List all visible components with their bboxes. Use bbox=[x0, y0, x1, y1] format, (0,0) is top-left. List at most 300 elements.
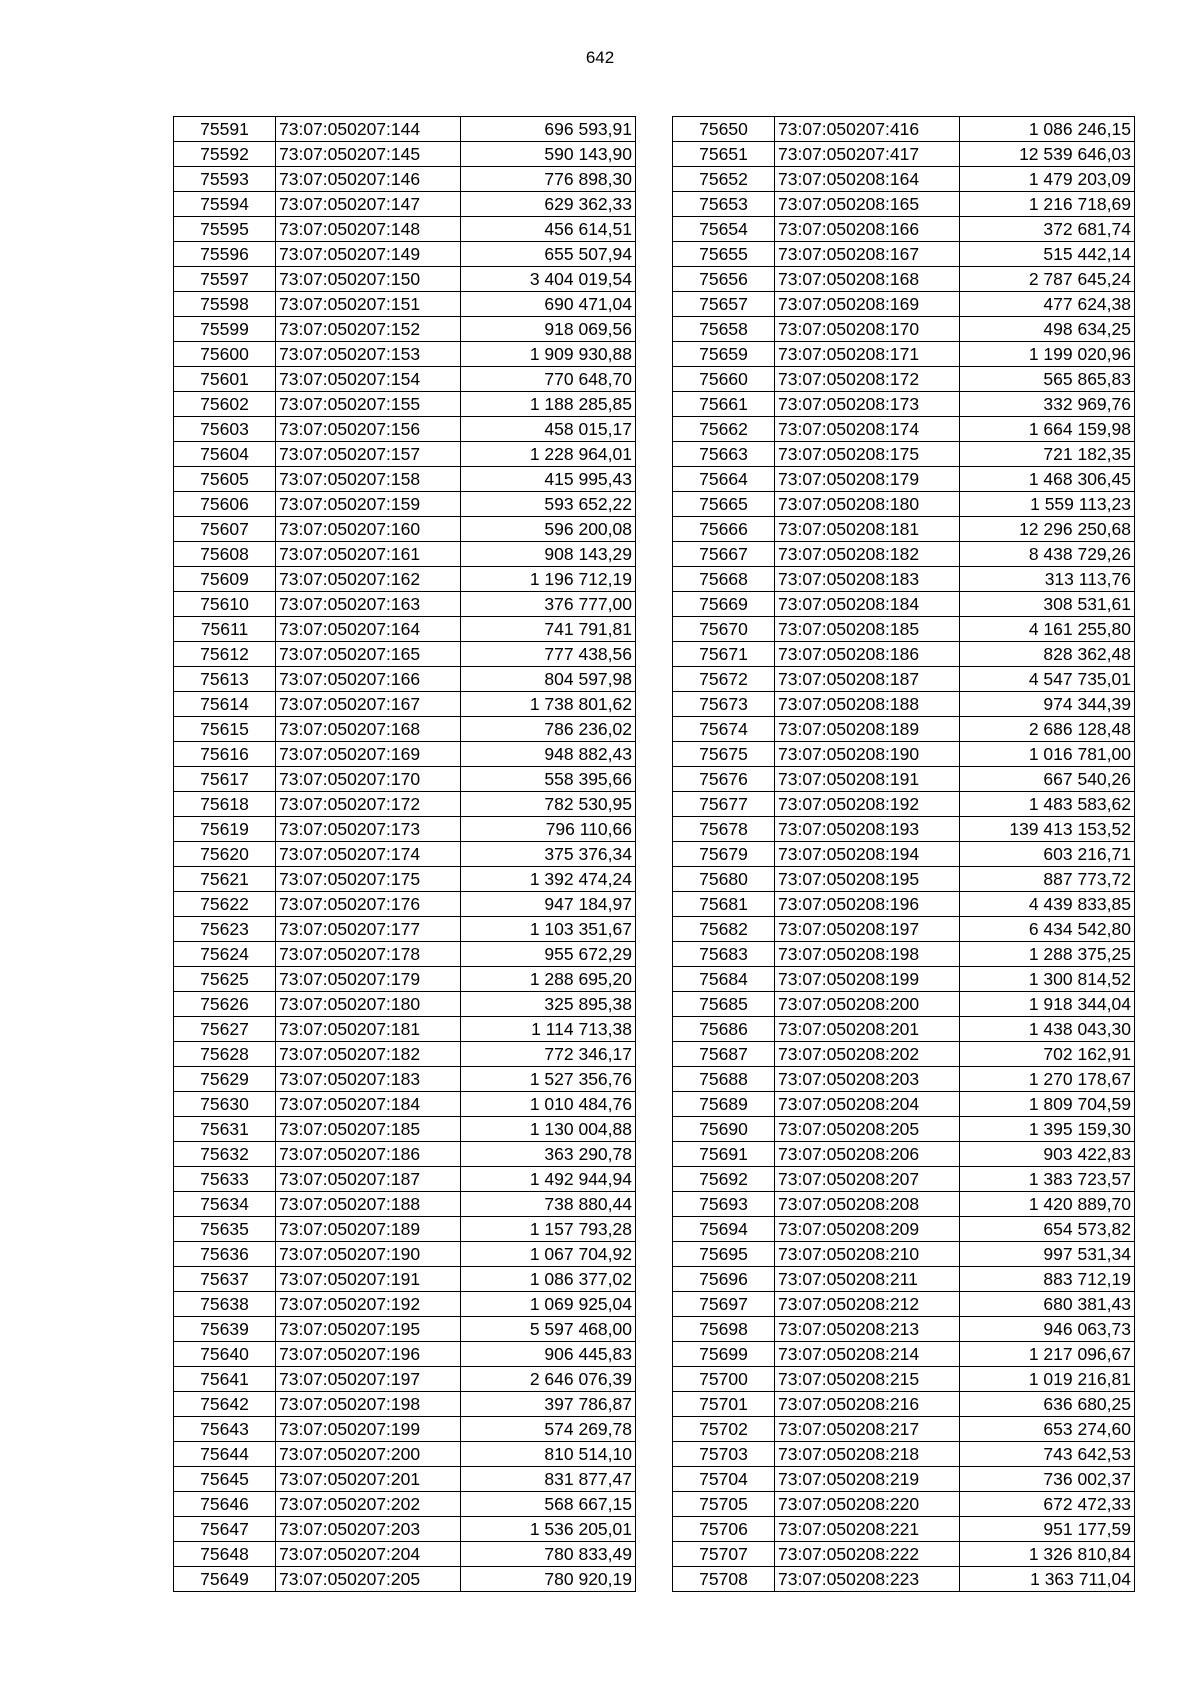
table-row bbox=[673, 1142, 1135, 1167]
record-number-cell: 75617 bbox=[174, 767, 276, 792]
cadastral-number-cell: 73:07:050208:212 bbox=[775, 1292, 960, 1317]
record-number-cell: 75638 bbox=[174, 1292, 276, 1317]
cadastral-number-cell: 73:07:050208:195 bbox=[775, 867, 960, 892]
cadastral-number-cell: 73:07:050207:416 bbox=[775, 117, 960, 142]
value-cell: 2 686 128,48 bbox=[960, 717, 1135, 742]
value-cell: 1 420 889,70 bbox=[960, 1192, 1135, 1217]
table-row bbox=[673, 242, 1135, 267]
cadastral-number-cell: 73:07:050207:182 bbox=[276, 1042, 461, 1067]
table-row bbox=[673, 717, 1135, 742]
record-number-cell: 75669 bbox=[673, 592, 775, 617]
cadastral-number-cell: 73:07:050207:189 bbox=[276, 1217, 461, 1242]
value-cell: 1 216 718,69 bbox=[960, 192, 1135, 217]
value-cell: 672 472,33 bbox=[960, 1492, 1135, 1517]
value-cell: 1 363 711,04 bbox=[960, 1567, 1135, 1592]
value-cell: 1 114 713,38 bbox=[461, 1017, 636, 1042]
record-number-cell: 75675 bbox=[673, 742, 775, 767]
table-row bbox=[673, 592, 1135, 617]
value-cell: 325 895,38 bbox=[461, 992, 636, 1017]
record-number-cell: 75693 bbox=[673, 1192, 775, 1217]
value-cell: 883 712,19 bbox=[960, 1267, 1135, 1292]
value-cell: 955 672,29 bbox=[461, 942, 636, 967]
cadastral-number-cell: 73:07:050207:202 bbox=[276, 1492, 461, 1517]
record-number-cell: 75599 bbox=[174, 317, 276, 342]
record-number-cell: 75684 bbox=[673, 967, 775, 992]
record-number-cell: 75704 bbox=[673, 1467, 775, 1492]
table-row bbox=[174, 1317, 636, 1342]
cadastral-number-cell: 73:07:050207:169 bbox=[276, 742, 461, 767]
record-number-cell: 75688 bbox=[673, 1067, 775, 1092]
table-row bbox=[673, 767, 1135, 792]
record-number-cell: 75666 bbox=[673, 517, 775, 542]
record-number-cell: 75656 bbox=[673, 267, 775, 292]
table-row bbox=[174, 992, 636, 1017]
cadastral-number-cell: 73:07:050208:219 bbox=[775, 1467, 960, 1492]
cadastral-number-cell: 73:07:050207:160 bbox=[276, 517, 461, 542]
value-cell: 397 786,87 bbox=[461, 1392, 636, 1417]
cadastral-number-cell: 73:07:050208:197 bbox=[775, 917, 960, 942]
record-number-cell: 75592 bbox=[174, 142, 276, 167]
cadastral-number-cell: 73:07:050208:168 bbox=[775, 267, 960, 292]
value-cell: 887 773,72 bbox=[960, 867, 1135, 892]
table-row bbox=[673, 1342, 1135, 1367]
value-cell: 6 434 542,80 bbox=[960, 917, 1135, 942]
value-cell: 1 909 930,88 bbox=[461, 342, 636, 367]
cadastral-number-cell: 73:07:050208:207 bbox=[775, 1167, 960, 1192]
value-cell: 1 086 377,02 bbox=[461, 1267, 636, 1292]
record-number-cell: 75680 bbox=[673, 867, 775, 892]
table-row bbox=[673, 292, 1135, 317]
record-number-cell: 75614 bbox=[174, 692, 276, 717]
record-number-cell: 75627 bbox=[174, 1017, 276, 1042]
record-number-cell: 75681 bbox=[673, 892, 775, 917]
table-row bbox=[174, 1117, 636, 1142]
record-number-cell: 75615 bbox=[174, 717, 276, 742]
cadastral-number-cell: 73:07:050207:159 bbox=[276, 492, 461, 517]
value-cell: 636 680,25 bbox=[960, 1392, 1135, 1417]
cadastral-number-cell: 73:07:050208:175 bbox=[775, 442, 960, 467]
table-row bbox=[174, 1567, 636, 1592]
record-number-cell: 75604 bbox=[174, 442, 276, 467]
value-cell: 1 483 583,62 bbox=[960, 792, 1135, 817]
cadastral-number-cell: 73:07:050207:186 bbox=[276, 1142, 461, 1167]
value-cell: 828 362,48 bbox=[960, 642, 1135, 667]
table-row bbox=[174, 842, 636, 867]
record-number-cell: 75703 bbox=[673, 1442, 775, 1467]
value-cell: 702 162,91 bbox=[960, 1042, 1135, 1067]
record-number-cell: 75623 bbox=[174, 917, 276, 942]
record-number-cell: 75668 bbox=[673, 567, 775, 592]
table-row bbox=[673, 1017, 1135, 1042]
value-cell: 804 597,98 bbox=[461, 667, 636, 692]
value-cell: 12 296 250,68 bbox=[960, 517, 1135, 542]
table-row bbox=[174, 792, 636, 817]
table-row bbox=[673, 1442, 1135, 1467]
table-row bbox=[174, 142, 636, 167]
cadastral-number-cell: 73:07:050207:155 bbox=[276, 392, 461, 417]
cadastral-table-right bbox=[672, 116, 1135, 1592]
record-number-cell: 75653 bbox=[673, 192, 775, 217]
record-number-cell: 75603 bbox=[174, 417, 276, 442]
record-number-cell: 75685 bbox=[673, 992, 775, 1017]
cadastral-number-cell: 73:07:050207:165 bbox=[276, 642, 461, 667]
value-cell: 918 069,56 bbox=[461, 317, 636, 342]
cadastral-number-cell: 73:07:050207:192 bbox=[276, 1292, 461, 1317]
value-cell: 12 539 646,03 bbox=[960, 142, 1135, 167]
cadastral-number-cell: 73:07:050208:193 bbox=[775, 817, 960, 842]
value-cell: 1 326 810,84 bbox=[960, 1542, 1135, 1567]
table-row bbox=[673, 567, 1135, 592]
value-cell: 1 664 159,98 bbox=[960, 417, 1135, 442]
cadastral-number-cell: 73:07:050207:200 bbox=[276, 1442, 461, 1467]
cadastral-number-cell: 73:07:050207:198 bbox=[276, 1392, 461, 1417]
cadastral-number-cell: 73:07:050208:196 bbox=[775, 892, 960, 917]
record-number-cell: 75624 bbox=[174, 942, 276, 967]
cadastral-number-cell: 73:07:050207:151 bbox=[276, 292, 461, 317]
cadastral-number-cell: 73:07:050207:185 bbox=[276, 1117, 461, 1142]
table-row bbox=[673, 1417, 1135, 1442]
table-row bbox=[174, 1417, 636, 1442]
cadastral-number-cell: 73:07:050207:190 bbox=[276, 1242, 461, 1267]
value-cell: 736 002,37 bbox=[960, 1467, 1135, 1492]
value-cell: 770 648,70 bbox=[461, 367, 636, 392]
value-cell: 458 015,17 bbox=[461, 417, 636, 442]
value-cell: 139 413 153,52 bbox=[960, 817, 1135, 842]
cadastral-number-cell: 73:07:050207:164 bbox=[276, 617, 461, 642]
record-number-cell: 75639 bbox=[174, 1317, 276, 1342]
record-number-cell: 75645 bbox=[174, 1467, 276, 1492]
table-row bbox=[174, 192, 636, 217]
cadastral-number-cell: 73:07:050208:186 bbox=[775, 642, 960, 667]
value-cell: 515 442,14 bbox=[960, 242, 1135, 267]
cadastral-number-cell: 73:07:050208:169 bbox=[775, 292, 960, 317]
record-number-cell: 75705 bbox=[673, 1492, 775, 1517]
record-number-cell: 75620 bbox=[174, 842, 276, 867]
value-cell: 313 113,76 bbox=[960, 567, 1135, 592]
value-cell: 1 468 306,45 bbox=[960, 467, 1135, 492]
cadastral-number-cell: 73:07:050207:187 bbox=[276, 1167, 461, 1192]
record-number-cell: 75622 bbox=[174, 892, 276, 917]
value-cell: 590 143,90 bbox=[461, 142, 636, 167]
record-number-cell: 75707 bbox=[673, 1542, 775, 1567]
record-number-cell: 75612 bbox=[174, 642, 276, 667]
table-row bbox=[174, 892, 636, 917]
value-cell: 780 920,19 bbox=[461, 1567, 636, 1592]
value-cell: 332 969,76 bbox=[960, 392, 1135, 417]
record-number-cell: 75678 bbox=[673, 817, 775, 842]
value-cell: 951 177,59 bbox=[960, 1517, 1135, 1542]
record-number-cell: 75637 bbox=[174, 1267, 276, 1292]
table-row bbox=[174, 1267, 636, 1292]
table-row bbox=[673, 867, 1135, 892]
cadastral-number-cell: 73:07:050207:188 bbox=[276, 1192, 461, 1217]
record-number-cell: 75662 bbox=[673, 417, 775, 442]
record-number-cell: 75657 bbox=[673, 292, 775, 317]
record-number-cell: 75686 bbox=[673, 1017, 775, 1042]
record-number-cell: 75635 bbox=[174, 1217, 276, 1242]
table-row bbox=[673, 1167, 1135, 1192]
table-row bbox=[174, 1342, 636, 1367]
record-number-cell: 75673 bbox=[673, 692, 775, 717]
cadastral-number-cell: 73:07:050207:145 bbox=[276, 142, 461, 167]
table-row bbox=[174, 767, 636, 792]
value-cell: 375 376,34 bbox=[461, 842, 636, 867]
table-row bbox=[673, 192, 1135, 217]
cadastral-number-cell: 73:07:050208:208 bbox=[775, 1192, 960, 1217]
cadastral-number-cell: 73:07:050208:204 bbox=[775, 1092, 960, 1117]
record-number-cell: 75591 bbox=[174, 117, 276, 142]
cadastral-number-cell: 73:07:050208:200 bbox=[775, 992, 960, 1017]
cadastral-number-cell: 73:07:050207:191 bbox=[276, 1267, 461, 1292]
value-cell: 565 865,83 bbox=[960, 367, 1135, 392]
value-cell: 1 188 285,85 bbox=[461, 392, 636, 417]
value-cell: 948 882,43 bbox=[461, 742, 636, 767]
value-cell: 1 809 704,59 bbox=[960, 1092, 1135, 1117]
cadastral-number-cell: 73:07:050208:190 bbox=[775, 742, 960, 767]
table-row bbox=[174, 1217, 636, 1242]
table-row bbox=[673, 167, 1135, 192]
record-number-cell: 75663 bbox=[673, 442, 775, 467]
cadastral-number-cell: 73:07:050208:182 bbox=[775, 542, 960, 567]
table-row bbox=[673, 392, 1135, 417]
cadastral-number-cell: 73:07:050207:147 bbox=[276, 192, 461, 217]
table-row bbox=[673, 1217, 1135, 1242]
record-number-cell: 75682 bbox=[673, 917, 775, 942]
record-number-cell: 75593 bbox=[174, 167, 276, 192]
table-row bbox=[174, 167, 636, 192]
cadastral-number-cell: 73:07:050207:162 bbox=[276, 567, 461, 592]
value-cell: 667 540,26 bbox=[960, 767, 1135, 792]
value-cell: 997 531,34 bbox=[960, 1242, 1135, 1267]
value-cell: 721 182,35 bbox=[960, 442, 1135, 467]
table-row bbox=[174, 467, 636, 492]
record-number-cell: 75660 bbox=[673, 367, 775, 392]
table-row bbox=[673, 142, 1135, 167]
value-cell: 1 479 203,09 bbox=[960, 167, 1135, 192]
cadastral-number-cell: 73:07:050207:195 bbox=[276, 1317, 461, 1342]
value-cell: 558 395,66 bbox=[461, 767, 636, 792]
value-cell: 2 787 645,24 bbox=[960, 267, 1135, 292]
table-row bbox=[673, 942, 1135, 967]
cadastral-number-cell: 73:07:050208:216 bbox=[775, 1392, 960, 1417]
table-row bbox=[673, 692, 1135, 717]
cadastral-number-cell: 73:07:050207:173 bbox=[276, 817, 461, 842]
cadastral-number-cell: 73:07:050208:202 bbox=[775, 1042, 960, 1067]
value-cell: 372 681,74 bbox=[960, 217, 1135, 242]
value-cell: 1 395 159,30 bbox=[960, 1117, 1135, 1142]
cadastral-number-cell: 73:07:050207:158 bbox=[276, 467, 461, 492]
table-row bbox=[673, 1192, 1135, 1217]
value-cell: 1 067 704,92 bbox=[461, 1242, 636, 1267]
table-row bbox=[673, 267, 1135, 292]
cadastral-number-cell: 73:07:050208:199 bbox=[775, 967, 960, 992]
cadastral-number-cell: 73:07:050207:179 bbox=[276, 967, 461, 992]
cadastral-number-cell: 73:07:050208:213 bbox=[775, 1317, 960, 1342]
value-cell: 1 738 801,62 bbox=[461, 692, 636, 717]
cadastral-number-cell: 73:07:050208:173 bbox=[775, 392, 960, 417]
record-number-cell: 75641 bbox=[174, 1367, 276, 1392]
cadastral-number-cell: 73:07:050207:177 bbox=[276, 917, 461, 942]
value-cell: 772 346,17 bbox=[461, 1042, 636, 1067]
record-number-cell: 75594 bbox=[174, 192, 276, 217]
cadastral-number-cell: 73:07:050208:220 bbox=[775, 1492, 960, 1517]
table-row bbox=[673, 1092, 1135, 1117]
record-number-cell: 75618 bbox=[174, 792, 276, 817]
record-number-cell: 75698 bbox=[673, 1317, 775, 1342]
table-row bbox=[174, 667, 636, 692]
cadastral-number-cell: 73:07:050207:168 bbox=[276, 717, 461, 742]
cadastral-number-cell: 73:07:050208:185 bbox=[775, 617, 960, 642]
table-row bbox=[174, 1142, 636, 1167]
value-cell: 1 157 793,28 bbox=[461, 1217, 636, 1242]
table-row bbox=[673, 1567, 1135, 1592]
cadastral-number-cell: 73:07:050207:184 bbox=[276, 1092, 461, 1117]
table-row bbox=[174, 567, 636, 592]
value-cell: 908 143,29 bbox=[461, 542, 636, 567]
value-cell: 4 547 735,01 bbox=[960, 667, 1135, 692]
record-number-cell: 75625 bbox=[174, 967, 276, 992]
cadastral-number-cell: 73:07:050207:181 bbox=[276, 1017, 461, 1042]
value-cell: 1 559 113,23 bbox=[960, 492, 1135, 517]
value-cell: 498 634,25 bbox=[960, 317, 1135, 342]
table-row bbox=[174, 417, 636, 442]
record-number-cell: 75634 bbox=[174, 1192, 276, 1217]
value-cell: 947 184,97 bbox=[461, 892, 636, 917]
table-row bbox=[174, 1467, 636, 1492]
value-cell: 596 200,08 bbox=[461, 517, 636, 542]
table-row bbox=[673, 667, 1135, 692]
record-number-cell: 75689 bbox=[673, 1092, 775, 1117]
cadastral-number-cell: 73:07:050208:217 bbox=[775, 1417, 960, 1442]
table-row bbox=[673, 817, 1135, 842]
cadastral-number-cell: 73:07:050207:146 bbox=[276, 167, 461, 192]
cadastral-number-cell: 73:07:050208:165 bbox=[775, 192, 960, 217]
value-cell: 1 130 004,88 bbox=[461, 1117, 636, 1142]
record-number-cell: 75672 bbox=[673, 667, 775, 692]
value-cell: 831 877,47 bbox=[461, 1467, 636, 1492]
record-number-cell: 75643 bbox=[174, 1417, 276, 1442]
table-row bbox=[673, 1542, 1135, 1567]
record-number-cell: 75654 bbox=[673, 217, 775, 242]
table-row bbox=[673, 967, 1135, 992]
value-cell: 777 438,56 bbox=[461, 642, 636, 667]
cadastral-table-left bbox=[173, 116, 636, 1592]
record-number-cell: 75674 bbox=[673, 717, 775, 742]
cadastral-number-cell: 73:07:050208:218 bbox=[775, 1442, 960, 1467]
record-number-cell: 75606 bbox=[174, 492, 276, 517]
table-row bbox=[174, 692, 636, 717]
record-number-cell: 75628 bbox=[174, 1042, 276, 1067]
value-cell: 4 161 255,80 bbox=[960, 617, 1135, 642]
table-row bbox=[174, 742, 636, 767]
record-number-cell: 75633 bbox=[174, 1167, 276, 1192]
cadastral-number-cell: 73:07:050207:197 bbox=[276, 1367, 461, 1392]
value-cell: 3 404 019,54 bbox=[461, 267, 636, 292]
record-number-cell: 75679 bbox=[673, 842, 775, 867]
value-cell: 796 110,66 bbox=[461, 817, 636, 842]
table-row bbox=[174, 217, 636, 242]
record-number-cell: 75696 bbox=[673, 1267, 775, 1292]
record-number-cell: 75664 bbox=[673, 467, 775, 492]
value-cell: 946 063,73 bbox=[960, 1317, 1135, 1342]
table-row bbox=[673, 367, 1135, 392]
cadastral-number-cell: 73:07:050207:175 bbox=[276, 867, 461, 892]
cadastral-number-cell: 73:07:050208:214 bbox=[775, 1342, 960, 1367]
cadastral-number-cell: 73:07:050208:211 bbox=[775, 1267, 960, 1292]
cadastral-number-cell: 73:07:050207:417 bbox=[775, 142, 960, 167]
record-number-cell: 75651 bbox=[673, 142, 775, 167]
table-row bbox=[673, 1067, 1135, 1092]
cadastral-number-cell: 73:07:050208:194 bbox=[775, 842, 960, 867]
table-row bbox=[673, 542, 1135, 567]
value-cell: 1 300 814,52 bbox=[960, 967, 1135, 992]
table-row bbox=[673, 1042, 1135, 1067]
cadastral-number-cell: 73:07:050208:206 bbox=[775, 1142, 960, 1167]
record-number-cell: 75611 bbox=[174, 617, 276, 642]
value-cell: 780 833,49 bbox=[461, 1542, 636, 1567]
table-row bbox=[174, 1042, 636, 1067]
record-number-cell: 75648 bbox=[174, 1542, 276, 1567]
table-row bbox=[174, 1517, 636, 1542]
record-number-cell: 75596 bbox=[174, 242, 276, 267]
record-number-cell: 75649 bbox=[174, 1567, 276, 1592]
cadastral-number-cell: 73:07:050208:174 bbox=[775, 417, 960, 442]
record-number-cell: 75650 bbox=[673, 117, 775, 142]
table-row bbox=[174, 367, 636, 392]
record-number-cell: 75677 bbox=[673, 792, 775, 817]
value-cell: 743 642,53 bbox=[960, 1442, 1135, 1467]
record-number-cell: 75598 bbox=[174, 292, 276, 317]
record-number-cell: 75658 bbox=[673, 317, 775, 342]
table-row bbox=[174, 642, 636, 667]
value-cell: 654 573,82 bbox=[960, 1217, 1135, 1242]
table-row bbox=[673, 742, 1135, 767]
table-row bbox=[174, 717, 636, 742]
table-row bbox=[174, 917, 636, 942]
record-number-cell: 75676 bbox=[673, 767, 775, 792]
table-row bbox=[673, 1292, 1135, 1317]
value-cell: 1 019 216,81 bbox=[960, 1367, 1135, 1392]
record-number-cell: 75595 bbox=[174, 217, 276, 242]
cadastral-number-cell: 73:07:050207:149 bbox=[276, 242, 461, 267]
value-cell: 1 103 351,67 bbox=[461, 917, 636, 942]
value-cell: 4 439 833,85 bbox=[960, 892, 1135, 917]
cadastral-number-cell: 73:07:050207:196 bbox=[276, 1342, 461, 1367]
cadastral-number-cell: 73:07:050208:205 bbox=[775, 1117, 960, 1142]
record-number-cell: 75644 bbox=[174, 1442, 276, 1467]
cadastral-number-cell: 73:07:050208:188 bbox=[775, 692, 960, 717]
cadastral-number-cell: 73:07:050207:166 bbox=[276, 667, 461, 692]
table-row bbox=[673, 1517, 1135, 1542]
value-cell: 629 362,33 bbox=[461, 192, 636, 217]
value-cell: 786 236,02 bbox=[461, 717, 636, 742]
record-number-cell: 75701 bbox=[673, 1392, 775, 1417]
record-number-cell: 75687 bbox=[673, 1042, 775, 1067]
cadastral-number-cell: 73:07:050208:167 bbox=[775, 242, 960, 267]
record-number-cell: 75630 bbox=[174, 1092, 276, 1117]
cadastral-number-cell: 73:07:050208:191 bbox=[775, 767, 960, 792]
value-cell: 1 217 096,67 bbox=[960, 1342, 1135, 1367]
value-cell: 308 531,61 bbox=[960, 592, 1135, 617]
cadastral-number-cell: 73:07:050207:183 bbox=[276, 1067, 461, 1092]
value-cell: 574 269,78 bbox=[461, 1417, 636, 1442]
record-number-cell: 75694 bbox=[673, 1217, 775, 1242]
table-row bbox=[673, 1492, 1135, 1517]
record-number-cell: 75695 bbox=[673, 1242, 775, 1267]
record-number-cell: 75691 bbox=[673, 1142, 775, 1167]
value-cell: 738 880,44 bbox=[461, 1192, 636, 1217]
table-row bbox=[673, 842, 1135, 867]
